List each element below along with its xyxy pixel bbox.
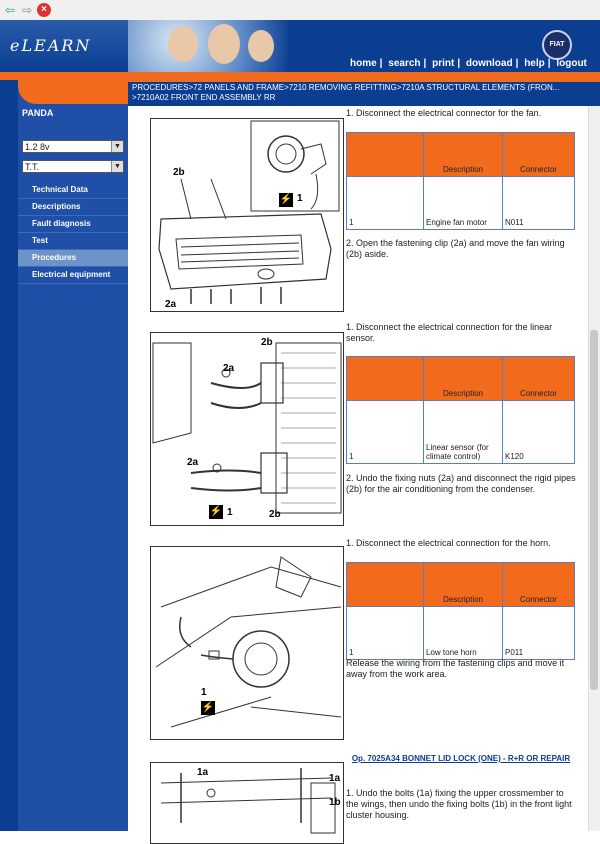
scrollbar-thumb[interactable]	[590, 330, 598, 690]
callout-1: 1	[227, 507, 233, 518]
sidebar-menu	[18, 182, 128, 284]
step-text: 1. Disconnect the electrical connection for the horn.	[346, 538, 551, 548]
callout-1: 1	[201, 687, 207, 698]
breadcrumb	[128, 80, 600, 106]
step-text: 2. Undo the fixing nuts (2a) and disconnect the rigid pipes (2b) for the air conditioning from the condenser.	[346, 473, 576, 494]
electrical-icon: ⚡	[279, 194, 293, 205]
browser-toolbar	[0, 0, 600, 21]
top-nav: home | search | print | download | help | logout	[350, 58, 587, 69]
sidebar-item-descriptions[interactable]: Descriptions	[18, 199, 128, 216]
table-header: Description	[424, 357, 503, 401]
table-cell: K120	[503, 401, 575, 464]
table-cell: N011	[503, 177, 575, 230]
elearn-logo: eLEARN	[10, 36, 92, 55]
table-cell: Linear sensor (for climate control)	[424, 401, 503, 464]
table-cell: Low tone horn	[424, 607, 503, 660]
engine-select[interactable]	[22, 140, 124, 153]
logo-area	[0, 20, 128, 72]
close-icon[interactable]: ×	[37, 3, 51, 17]
connector-table	[346, 562, 575, 660]
breadcrumb-text[interactable]: PROCEDURES>72 PANELS AND FRAME>7210 REMOVING REFITTING>7210A STRUCTURAL ELEMENTS (FRON... >7210A02 FRONT END ASSEMBLY RR	[132, 83, 560, 102]
sidebar-orange-cap	[18, 80, 128, 104]
fiat-badge: FIAT	[542, 30, 572, 60]
bonnet-lock-link[interactable]: Op. 7025A34 BONNET LID LOCK (ONE) - R+R OR REPAIR	[351, 754, 571, 763]
callout-2a: 2a	[187, 457, 199, 468]
nav-download[interactable]: download	[465, 58, 513, 69]
sidebar-item-technical-data[interactable]: Technical Data	[18, 182, 128, 199]
table-cell: Engine fan motor	[424, 177, 503, 230]
connector-table	[346, 132, 575, 230]
table-cell: 1	[347, 177, 424, 230]
header-photo	[128, 20, 288, 72]
chevron-down-icon[interactable]: ▼	[111, 161, 123, 172]
table-header	[347, 133, 424, 177]
table-header	[347, 563, 424, 607]
callout-1: 1	[297, 193, 303, 204]
group-select-value: T.T.	[25, 162, 40, 172]
table-cell: 1	[347, 401, 424, 464]
callout-1a: 1a	[197, 767, 209, 778]
sidebar-item-test[interactable]: Test	[18, 233, 128, 250]
sidebar-item-electrical-equipment[interactable]: Electrical equipment	[18, 267, 128, 284]
left-margin	[0, 80, 18, 831]
nav-print[interactable]: print	[432, 58, 455, 69]
table-header: Description	[424, 563, 503, 607]
callout-1b: 1b	[329, 797, 341, 808]
main-content	[128, 106, 588, 831]
back-arrow-icon[interactable]: ⇦	[4, 3, 16, 17]
nav-help[interactable]: help	[524, 58, 545, 69]
table-header: Connector	[503, 133, 575, 177]
electrical-icon: ⚡	[209, 506, 223, 517]
sidebar-item-procedures[interactable]: Procedures	[18, 250, 128, 267]
table-header	[347, 357, 424, 401]
callout-1a: 1a	[329, 773, 341, 784]
callout-2a: 2a	[165, 299, 177, 310]
connector-table	[346, 356, 575, 464]
step-text: 2. Open the fastening clip (2a) and move the fan wiring (2b) aside.	[346, 238, 565, 259]
nav-logout[interactable]: logout	[556, 58, 587, 69]
table-header: Description	[424, 133, 503, 177]
callout-2a: 2a	[223, 363, 235, 374]
figure-linear-sensor	[150, 332, 344, 526]
step-text: 1. Undo the bolts (1a) fixing the upper crossmember to the wings, then undo the fixing bolts (1b) in the front light cluster housing.	[346, 788, 572, 820]
electrical-icon: ⚡	[201, 702, 215, 713]
figure-crossmember	[150, 762, 344, 844]
sidebar	[18, 80, 128, 831]
engine-select-value: 1.2 8v	[25, 142, 50, 152]
table-cell: P011	[503, 607, 575, 660]
figure-fan-connector	[150, 118, 344, 312]
table-cell: 1	[347, 607, 424, 660]
nav-search[interactable]: search	[388, 58, 421, 69]
callout-2b: 2b	[261, 337, 273, 348]
table-header: Connector	[503, 357, 575, 401]
table-header: Connector	[503, 563, 575, 607]
chevron-down-icon[interactable]: ▼	[111, 141, 123, 152]
callout-2b: 2b	[269, 509, 281, 520]
orange-divider	[0, 72, 600, 80]
step-text: Release the wiring from the fastening clips and move it away from the work area.	[346, 658, 565, 679]
app-header	[0, 20, 600, 72]
group-select[interactable]	[22, 160, 124, 173]
figure-horn	[150, 546, 344, 740]
callout-2b: 2b	[173, 167, 185, 178]
model-title: PANDA	[22, 108, 54, 118]
sidebar-item-fault-diagnosis[interactable]: Fault diagnosis	[18, 216, 128, 233]
step-text: 1. Disconnect the electrical connector for the fan.	[346, 108, 542, 118]
nav-home[interactable]: home	[350, 58, 377, 69]
forward-arrow-icon[interactable]: ⇨	[21, 3, 33, 17]
step-text: 1. Disconnect the electrical connection for the linear sensor.	[346, 322, 553, 343]
